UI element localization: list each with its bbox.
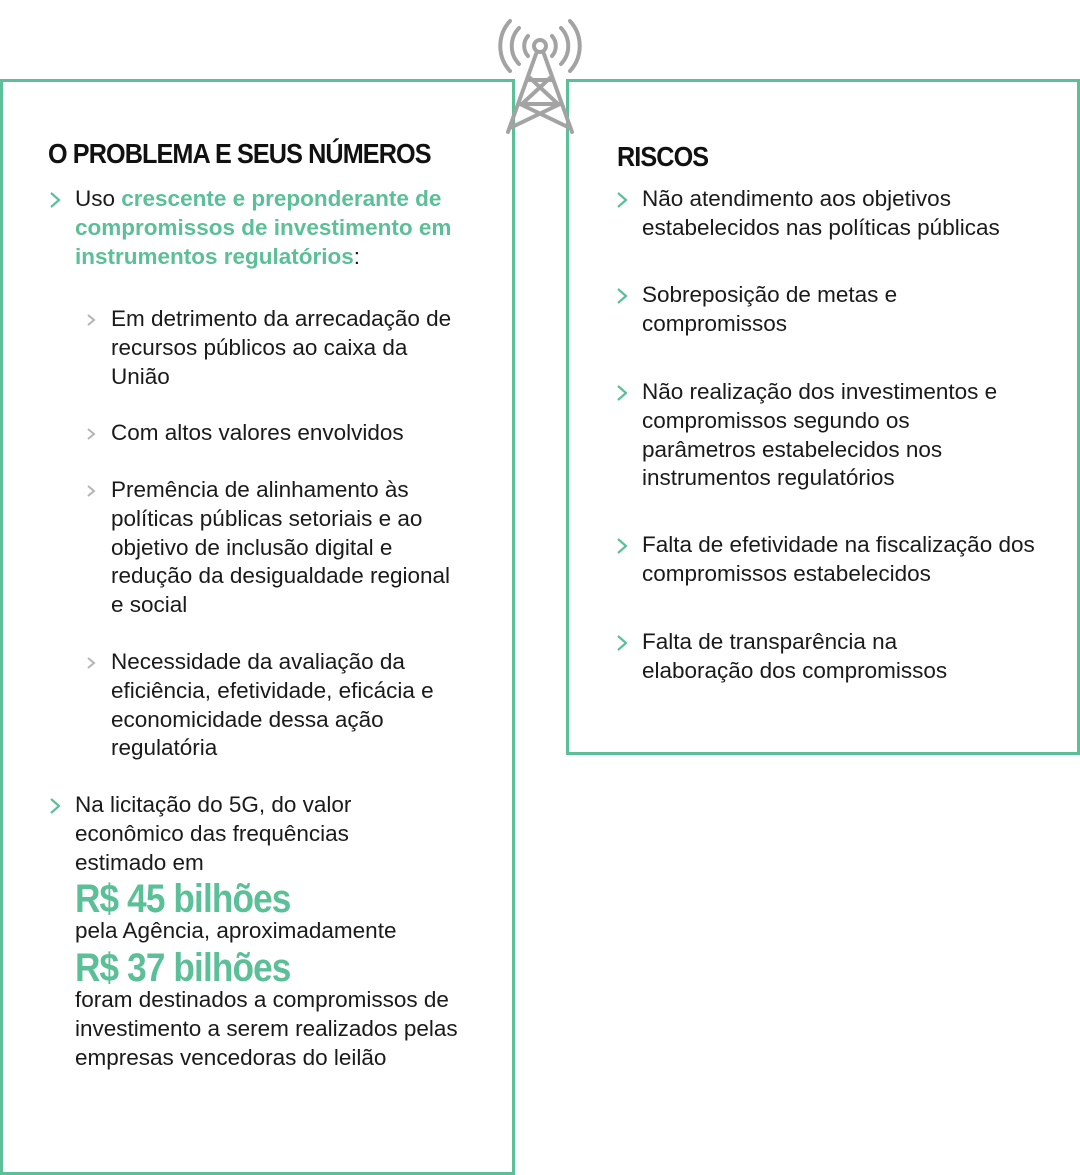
risks-heading: RISCOS [617,141,709,172]
subitem-1 [111,305,461,391]
chevron-right-icon [85,312,97,328]
risk-item-1 [642,185,1042,243]
chevron-right-icon [85,655,97,671]
chevron-right-icon [49,192,61,208]
fiveg-value-37: R$ 37 bilhões [75,946,291,991]
intro-prefix: Uso [75,186,122,211]
subitem-4 [111,648,461,763]
chevron-right-icon [616,288,628,304]
problem-heading: O PROBLEMA E SEUS NÚMEROS [48,138,431,169]
chevron-right-icon [85,483,97,499]
antenna-tower-icon [492,16,588,140]
chevron-right-icon [616,192,628,208]
chevron-right-icon [49,798,61,814]
subitem-3-text: Premência de alinhamento às políticas públicas setoriais e ao objetivo de inclusão digital e redução da desigualdade regional e social [111,477,451,618]
fiveg-text-1: Na licitação do 5G, do valor econômico das frequências estimado em [75,792,352,875]
subitem-2-text: Com altos valores envolvidos [111,420,404,445]
risk-item-4 [642,531,1042,589]
fiveg-text-2: pela Agência, aproximadamente [75,918,397,944]
risk-item-2-text: Sobreposição de metas e compromissos [642,282,898,336]
chevron-right-icon [85,426,97,442]
subitem-1-text: Em detrimento da arrecadação de recursos públicos ao caixa da União [111,306,452,389]
risk-item-2 [642,281,922,339]
risk-item-4-text: Falta de efetividade na fiscalização dos compromissos estabelecidos [642,532,1035,586]
subitem-3 [111,476,461,620]
subitem-2 [111,419,461,448]
risk-item-3-text: Não realização dos investimentos e compromissos segundo os parâmetros estabelecidos nos instrumentos regulatórios [642,379,998,491]
subitem-4-text: Necessidade da avaliação da eficiência, efetividade, eficácia e economicidade dessa ação regulatória [111,649,434,761]
intro-highlight: crescente e preponderante de compromissos de investimento em instrumentos regulatórios [75,186,452,269]
risk-item-3 [642,378,1012,493]
risk-item-5-text: Falta de transparência na elaboração dos compromissos [642,629,948,683]
risk-item-5 [642,628,982,686]
fiveg-value-45: R$ 45 bilhões [75,877,291,922]
risk-item-1-text: Não atendimento aos objetivos estabelecidos nas políticas públicas [642,186,1000,240]
chevron-right-icon [616,538,628,554]
fiveg-text-3: foram destinados a compromissos de investimento a serem realizados pelas empresas vencedoras do leilão [75,987,458,1070]
fiveg-item [75,791,475,1073]
intro-suffix: : [353,243,361,269]
chevron-right-icon [616,635,628,651]
intro-item [75,185,495,271]
chevron-right-icon [616,385,628,401]
